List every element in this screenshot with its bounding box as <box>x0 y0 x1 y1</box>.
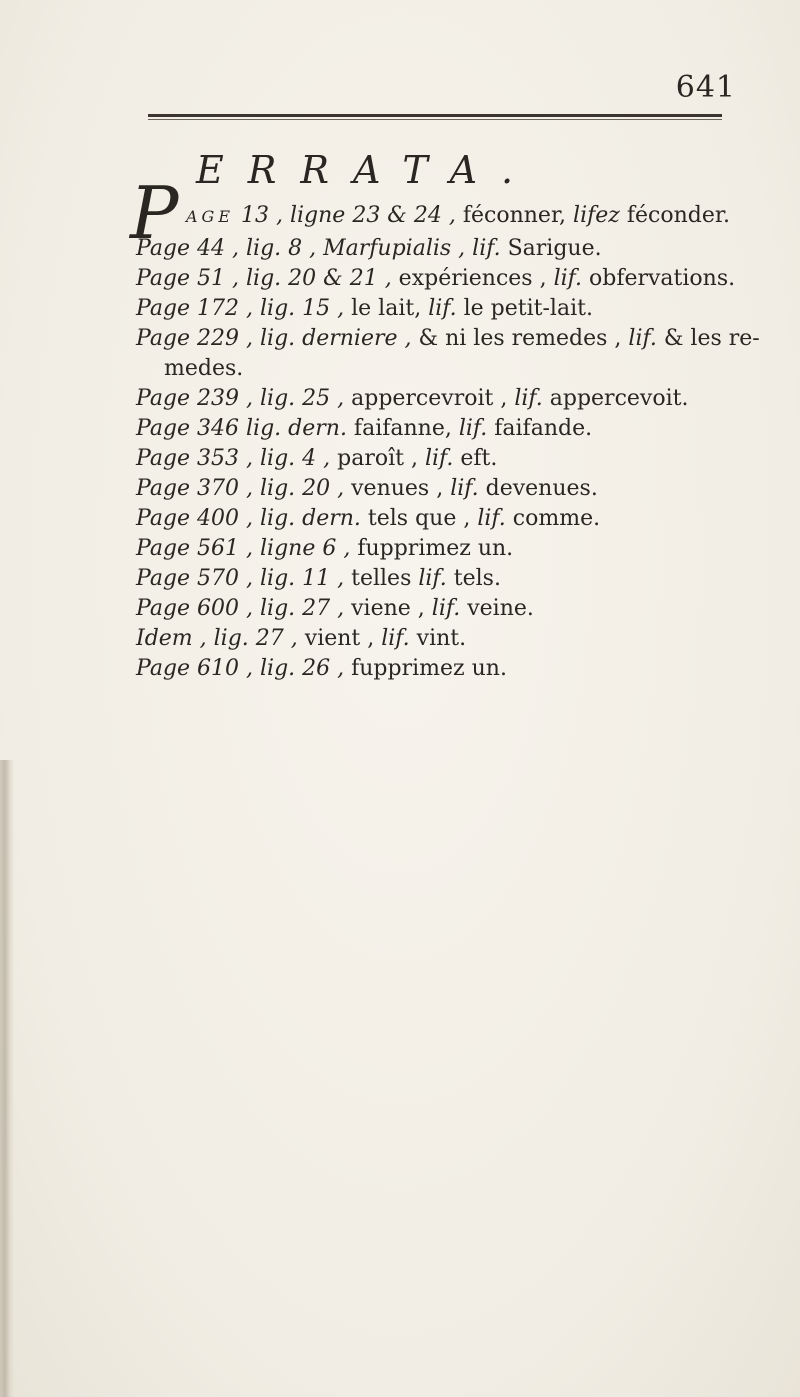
errata-entry <box>136 654 736 684</box>
errata-correction: comme. <box>505 506 601 531</box>
errata-entry <box>136 414 736 444</box>
errata-error: viene , <box>344 596 432 621</box>
page-binding-edge <box>0 760 14 1397</box>
errata-entry <box>136 191 736 234</box>
errata-ref: Page 400 , lig. dern. <box>136 506 361 531</box>
errata-lisez: lif. <box>553 266 582 291</box>
errata-lisez: lif. <box>418 566 447 591</box>
errata-error: appercevroit , <box>344 386 515 411</box>
page-number: 641 <box>675 70 736 105</box>
errata-entry <box>136 624 736 654</box>
errata-correction: eft. <box>453 446 498 471</box>
errata-ref: Page 353 , lig. 4 , <box>136 446 331 471</box>
errata-ref: Page 346 lig. dern. <box>136 416 347 441</box>
errata-list <box>130 171 760 684</box>
header-rule <box>148 114 722 117</box>
errata-lisez: lif. <box>381 626 410 651</box>
errata-ref: Idem , lig. 27 , <box>136 626 298 651</box>
errata-correction: faifande. <box>487 416 593 441</box>
errata-entry <box>136 474 736 504</box>
errata-entry <box>136 384 736 414</box>
errata-ref: Page 370 , lig. 20 , <box>136 476 345 501</box>
errata-lisez: lif. <box>477 506 506 531</box>
errata-lisez: lif. <box>458 416 488 441</box>
errata-error: & ni les remedes , <box>411 326 629 351</box>
errata-correction: veine. <box>460 596 534 621</box>
errata-correction: féconder. <box>619 203 730 228</box>
errata-error: paroît , <box>330 446 425 471</box>
errata-ref: Page 229 , lig. derniere , <box>136 326 412 351</box>
errata-correction: le petit-lait. <box>456 296 593 321</box>
errata-lisez: lif. <box>514 386 543 411</box>
errata-lisez: lif. <box>428 296 457 321</box>
errata-correction: & les re- <box>656 326 760 351</box>
errata-lisez: lif. <box>628 326 657 351</box>
errata-ref: Page 44 , lig. 8 , <box>136 236 317 261</box>
errata-heading: ERRATA. <box>196 148 538 192</box>
errata-correction: tels. <box>446 566 501 591</box>
errata-error: tels que , <box>360 506 478 531</box>
errata-entry <box>136 324 760 384</box>
errata-entry <box>136 264 736 294</box>
errata-error: fupprimez un. <box>350 536 514 561</box>
errata-ref: Page 172 , lig. 15 , <box>136 296 345 321</box>
errata-ref: Page 600 , lig. 27 , <box>136 596 345 621</box>
errata-error: fupprimez un. <box>344 656 507 681</box>
errata-entry <box>136 444 736 474</box>
errata-correction: devenues. <box>478 476 598 501</box>
errata-error: expériences , <box>391 266 554 291</box>
errata-error: venues , <box>344 476 451 501</box>
errata-correction: vint. <box>409 626 467 651</box>
errata-ref: Page 239 , lig. 25 , <box>136 386 345 411</box>
errata-lisez: lif. <box>472 236 501 261</box>
errata-error: faifanne, <box>346 416 459 441</box>
errata-ref: Page 51 , lig. 20 & 21 , <box>136 266 392 291</box>
errata-entry <box>136 594 736 624</box>
errata-lisez: lifez <box>573 203 620 228</box>
errata-entry <box>136 294 736 324</box>
errata-ref: Page 561 , ligne 6 , <box>136 536 351 561</box>
errata-ref: Page 570 , lig. 11 , <box>136 566 345 591</box>
errata-lisez: lif. <box>450 476 479 501</box>
errata-error: vient , <box>297 626 382 651</box>
errata-entry <box>136 234 736 264</box>
errata-lisez: lif. <box>431 596 461 621</box>
errata-error: Marfupialis , <box>316 236 473 261</box>
header-rule-thin <box>148 119 722 120</box>
errata-correction: appercevoit. <box>542 386 689 411</box>
drop-cap: P <box>130 171 179 255</box>
errata-error: le lait, <box>344 296 429 321</box>
errata-error: féconner, <box>455 203 574 228</box>
errata-entry <box>136 534 736 564</box>
errata-entry <box>136 504 736 534</box>
errata-correction: Sarigue. <box>500 236 602 261</box>
errata-error: telles <box>344 566 419 591</box>
errata-ref: Page 610 , lig. 26 , <box>136 656 345 681</box>
errata-correction: obfervations. <box>582 266 736 291</box>
errata-entry <box>136 564 736 594</box>
errata-continuation: medes. <box>164 356 244 381</box>
errata-ref: 13 , ligne 23 & 24 , <box>234 203 456 228</box>
errata-ref-prefix: AGE <box>186 207 235 226</box>
errata-lisez: lif. <box>424 446 454 471</box>
